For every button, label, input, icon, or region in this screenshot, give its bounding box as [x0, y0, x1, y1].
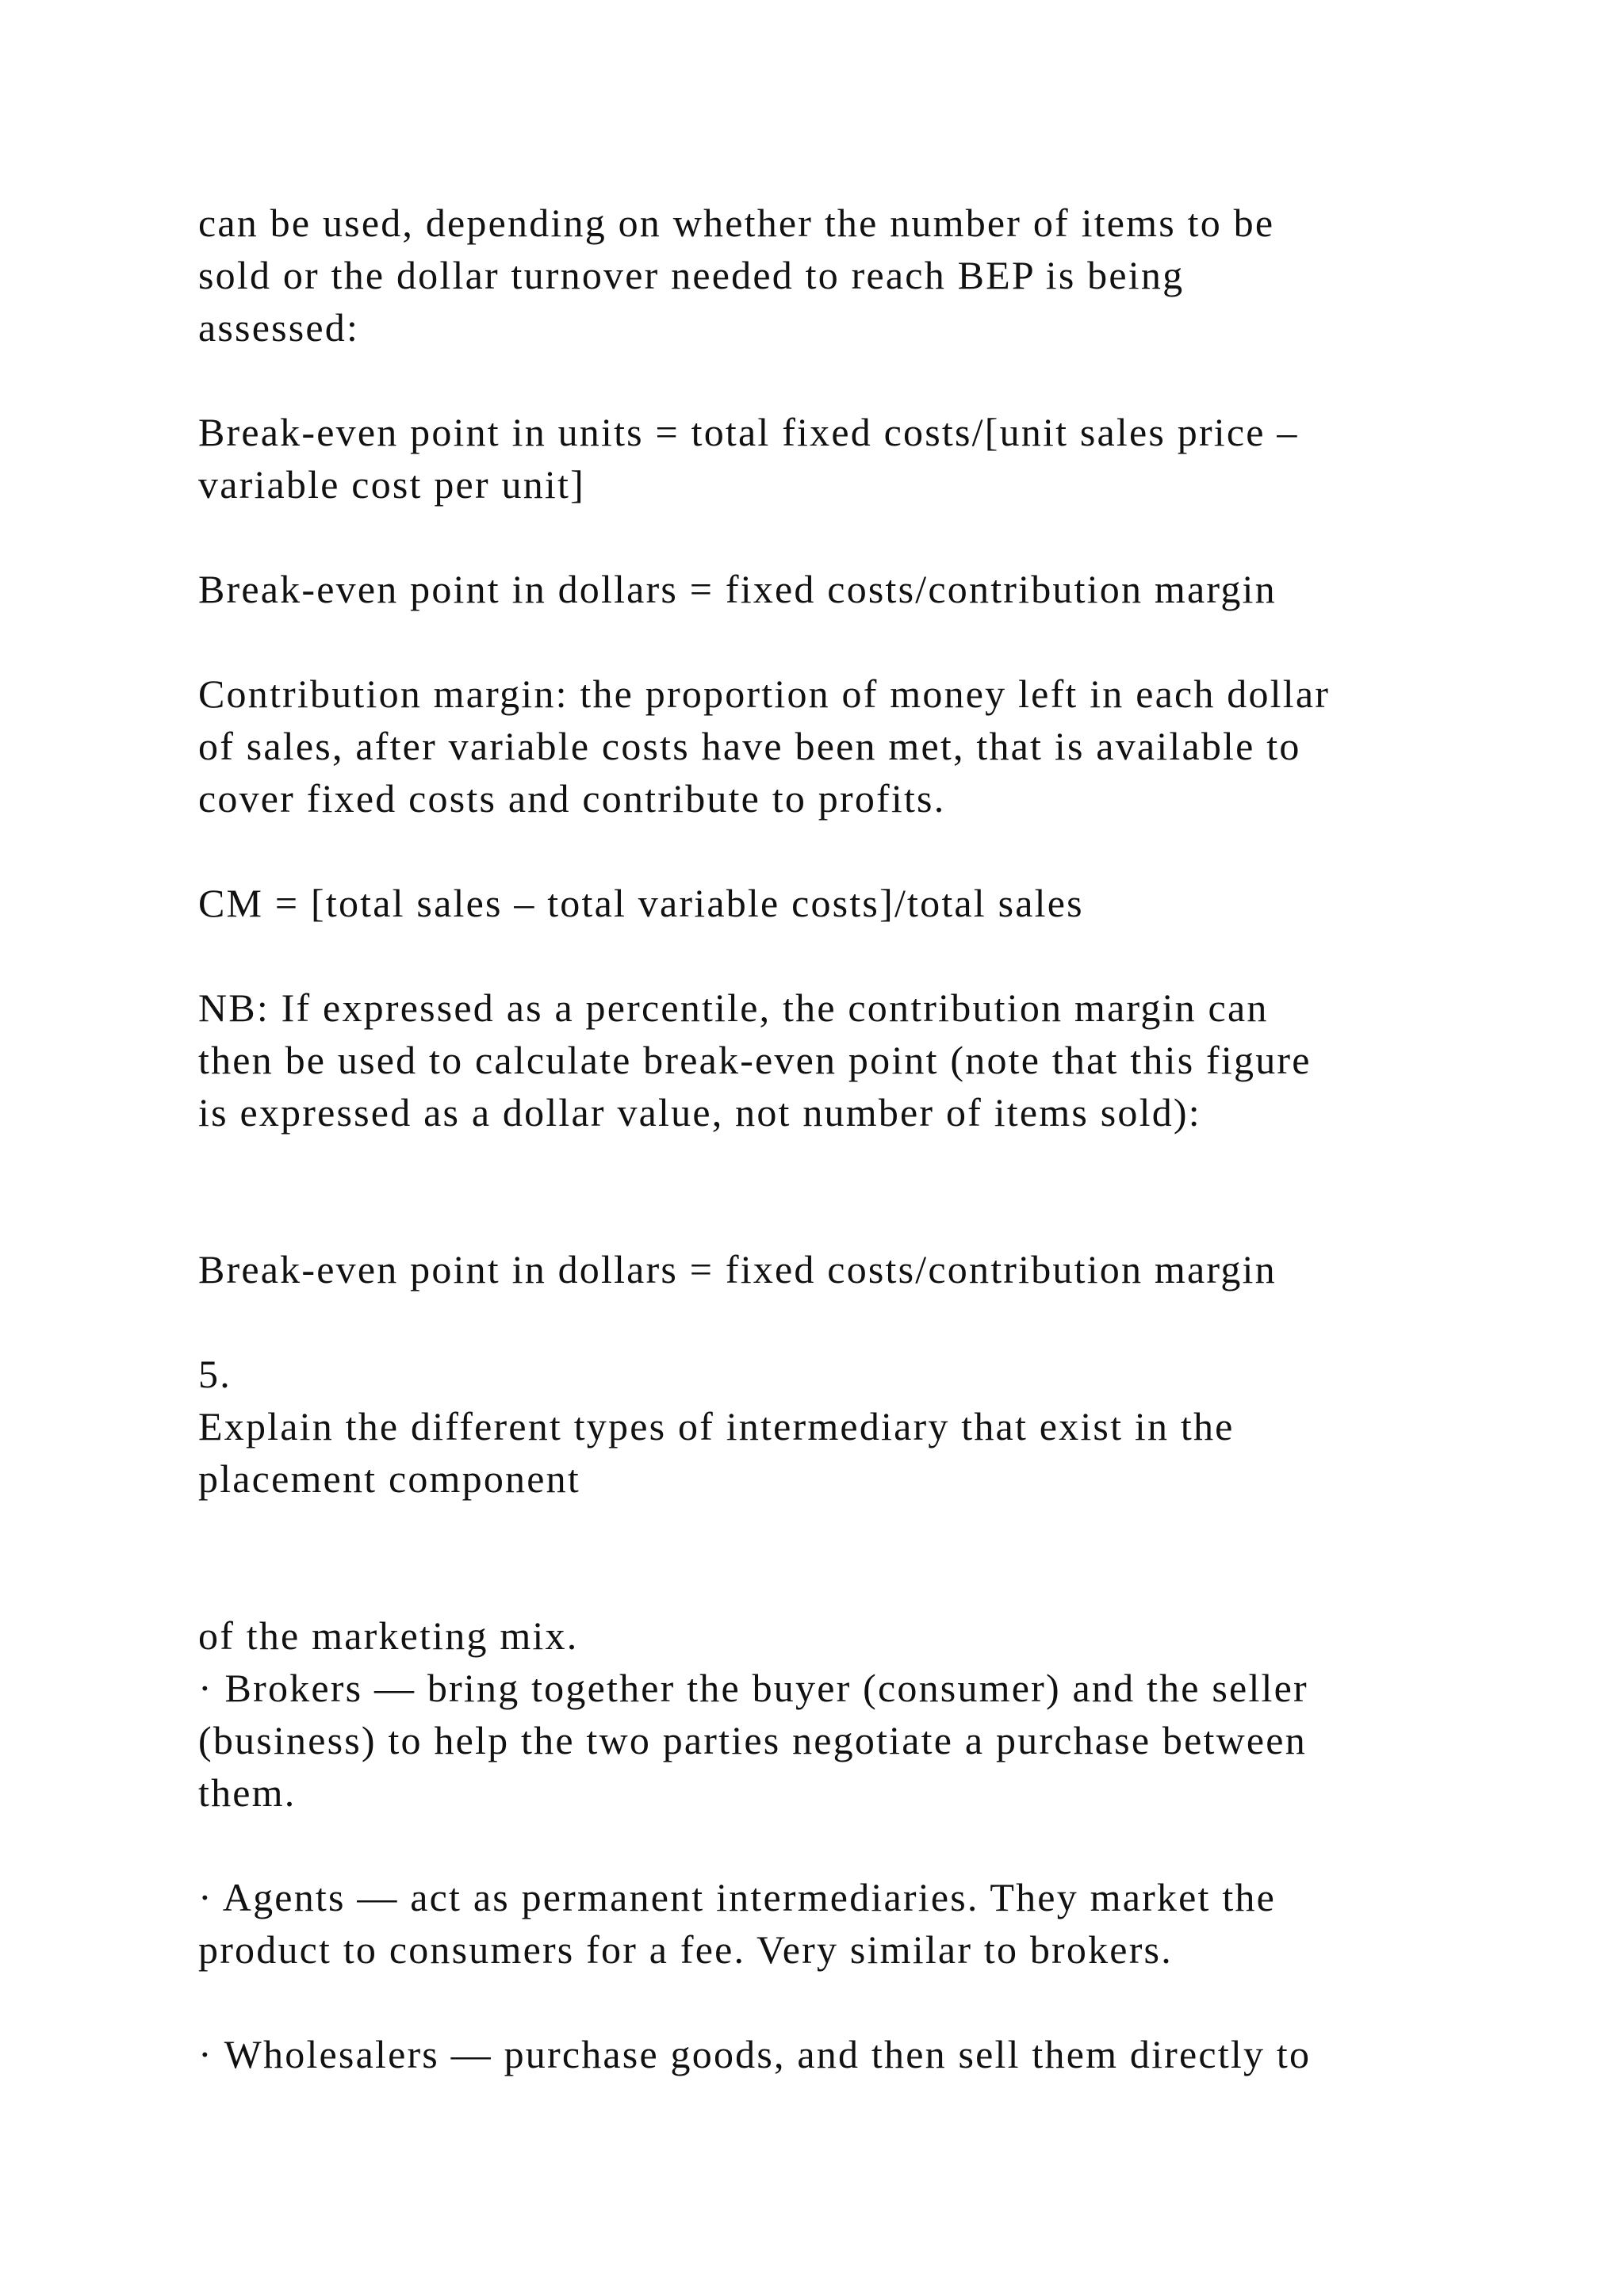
formula-line: variable cost per unit] — [198, 462, 585, 507]
body-text-line: cover fixed costs and contribute to profits. — [198, 776, 946, 821]
bullet-item-line: (business) to help the two parties negotiate a purchase between — [198, 1718, 1307, 1762]
bullet-item-line: · Brokers — bring together the buyer (consumer) and the seller — [198, 1666, 1308, 1710]
body-text-line: then be used to calculate break-even point (note that this figure — [198, 1038, 1312, 1082]
question-number: 5. — [198, 1352, 232, 1396]
formula-line: Break-even point in dollars = fixed costs/contribution margin — [198, 1247, 1277, 1292]
body-text-line: can be used, depending on whether the number of items to be — [198, 201, 1275, 245]
body-text-line: assessed: — [198, 305, 360, 350]
bullet-item-line: product to consumers for a fee. Very similar to brokers. — [198, 1927, 1173, 1972]
body-text-line: NB: If expressed as a percentile, the contribution margin can — [198, 985, 1269, 1030]
formula-line: Break-even point in units = total fixed costs/[unit sales price – — [198, 410, 1299, 454]
formula-line: Break-even point in dollars = fixed costs/contribution margin — [198, 567, 1277, 611]
question-text-line: Explain the different types of intermediary that exist in the — [198, 1404, 1235, 1448]
formula-line: CM = [total sales – total variable costs]/total sales — [198, 881, 1084, 925]
question-text-line: placement component — [198, 1456, 580, 1501]
body-text-line: sold or the dollar turnover needed to reach BEP is being — [198, 253, 1185, 297]
body-text-line: Contribution margin: the proportion of money left in each dollar — [198, 672, 1331, 716]
bullet-item-line: them. — [198, 1770, 297, 1815]
bullet-item-line: · Agents — act as permanent intermediaries. They market the — [198, 1875, 1276, 1919]
body-text-line: of sales, after variable costs have been met, that is available to — [198, 724, 1301, 768]
bullet-item-line: · Wholesalers — purchase goods, and then sell them directly to — [198, 2032, 1312, 2076]
question-text-line: of the marketing mix. — [198, 1613, 579, 1658]
body-text-line: is expressed as a dollar value, not number of items sold): — [198, 1090, 1201, 1135]
